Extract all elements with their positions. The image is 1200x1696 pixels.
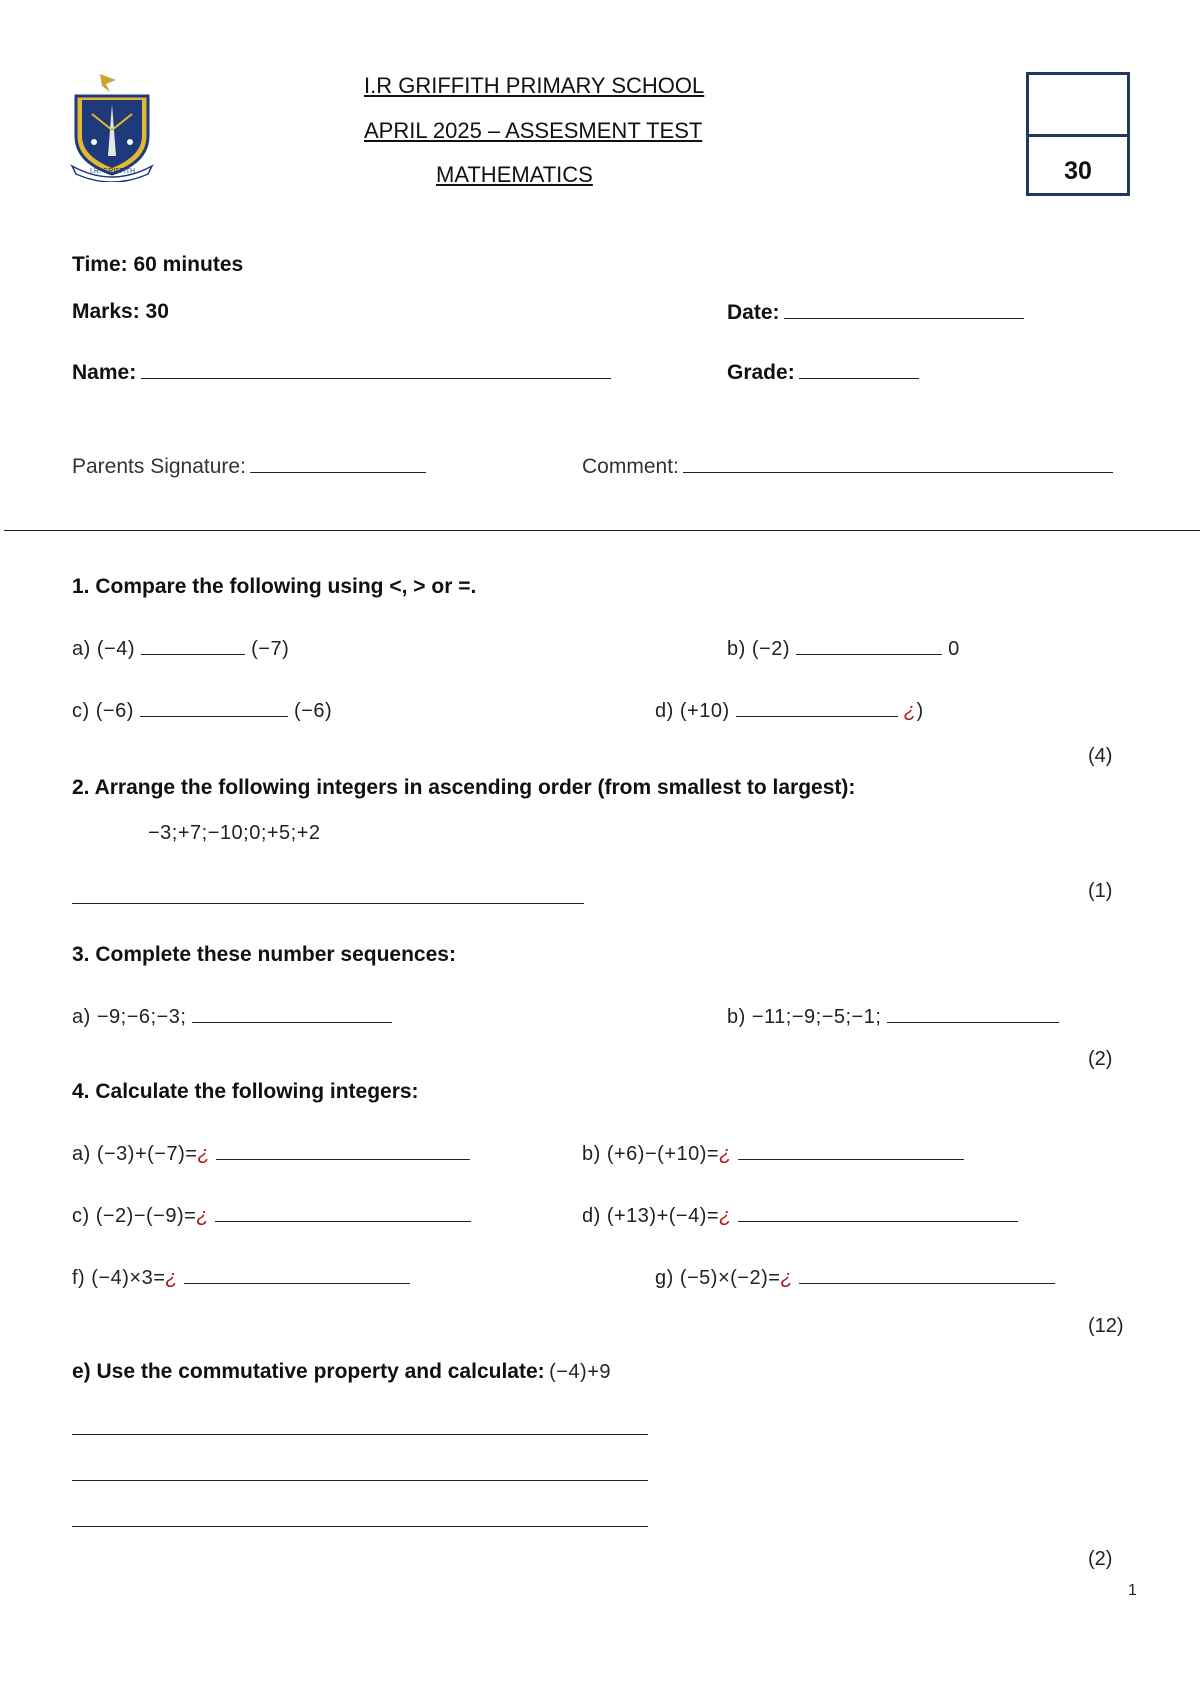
q4-heading: 4. Calculate the following integers:: [72, 1080, 419, 1103]
q1a-right: (−7): [251, 638, 290, 660]
name-field[interactable]: [72, 360, 611, 385]
date-blank[interactable]: [784, 300, 1024, 319]
q1-marks: (4): [1088, 745, 1113, 767]
q3a: [72, 1004, 392, 1029]
q4-marks: (12): [1088, 1315, 1124, 1337]
score-divider: [1029, 134, 1127, 137]
q1d-red-glyph: ¿: [903, 700, 917, 722]
q4g-expression: g) (−5)×(−2)=: [655, 1267, 781, 1289]
q4a-red-glyph: ¿: [197, 1143, 211, 1165]
section-divider: [4, 530, 1200, 531]
grade-label: Grade:: [727, 361, 795, 384]
q3b-answer-blank[interactable]: [887, 1004, 1059, 1023]
q1d-left: (+10): [679, 700, 730, 722]
test-title: APRIL 2025 – ASSESMENT TEST: [364, 118, 703, 143]
q4c-expression: c) (−2)−(−9)=: [72, 1205, 197, 1227]
time-value: : 60 minutes: [120, 253, 244, 276]
q3-marks: (2): [1088, 1048, 1113, 1070]
q4f-expression: f) (−4)×3=: [72, 1267, 166, 1289]
q4g-red-glyph: ¿: [780, 1267, 794, 1289]
parents-signature-label: Parents Signature:: [72, 455, 246, 478]
q4g: [655, 1265, 1055, 1290]
q4a-answer-blank[interactable]: [216, 1141, 470, 1160]
q1b-answer-blank[interactable]: [796, 636, 942, 655]
q2-marks: (1): [1088, 880, 1113, 902]
q1c-answer-blank[interactable]: [140, 698, 288, 717]
q1d-label: d): [655, 700, 674, 722]
q1c: [72, 698, 332, 723]
q1c-label: c): [72, 700, 90, 722]
q4c-answer-blank[interactable]: [215, 1203, 471, 1222]
q4g-answer-blank[interactable]: [799, 1265, 1055, 1284]
q3b-sequence: b) −11;−9;−5;−1;: [727, 1006, 882, 1028]
q3a-sequence: a) −9;−6;−3;: [72, 1006, 187, 1028]
school-name: I.R GRIFFITH PRIMARY SCHOOL: [364, 73, 705, 98]
q1b-label: b): [727, 638, 746, 660]
q3b: [727, 1004, 1059, 1029]
name-blank[interactable]: [141, 360, 611, 379]
qe-heading: e) Use the commutative property and calculate:: [72, 1360, 545, 1383]
grade-blank[interactable]: [799, 360, 919, 379]
marks-label: Marks: 30: [72, 300, 169, 323]
q3a-answer-blank[interactable]: [192, 1004, 392, 1023]
q4a-expression: a) (−3)+(−7)=: [72, 1143, 198, 1165]
q1a-left: (−4): [96, 638, 135, 660]
q4b: [582, 1141, 964, 1166]
time-line: [72, 253, 243, 277]
q4d-red-glyph: ¿: [719, 1205, 732, 1227]
q1d-close: ): [916, 700, 924, 722]
q1b-left: (−2): [751, 638, 790, 660]
qe-expression: (−4)+9: [549, 1361, 612, 1383]
q1-heading: 1. Compare the following using <, > or =.: [72, 575, 477, 598]
q1c-right: (−6): [293, 700, 333, 722]
comment-blank[interactable]: [683, 454, 1113, 473]
parents-signature-field[interactable]: [72, 454, 426, 479]
q4d-answer-blank[interactable]: [738, 1203, 1018, 1222]
q4b-expression: b) (+6)−(+10)=: [582, 1143, 720, 1165]
q3-heading: 3. Complete these number sequences:: [72, 943, 456, 966]
date-field[interactable]: [727, 300, 1024, 325]
q4b-red-glyph: ¿: [719, 1143, 732, 1165]
q4f: [72, 1265, 410, 1290]
qe-answer-line-1[interactable]: [72, 1434, 648, 1435]
q1d-answer-blank[interactable]: [736, 698, 898, 717]
date-label: Date:: [727, 301, 780, 324]
q2-heading: 2. Arrange the following integers in ascending order (from smallest to largest):: [72, 776, 856, 799]
qe-prompt: [72, 1360, 611, 1384]
q4a: [72, 1141, 470, 1166]
q4c-red-glyph: ¿: [196, 1205, 210, 1227]
qe-answer-line-3[interactable]: [72, 1526, 648, 1527]
q2-list: −3;+7;−10;0;+5;+2: [148, 822, 321, 844]
school-crest-logo: [70, 70, 154, 187]
name-label: Name:: [72, 361, 137, 384]
comment-field[interactable]: [582, 454, 1113, 479]
comment-label: Comment:: [582, 455, 679, 478]
logo-banner-text: I.R. GRIFFITH: [90, 168, 136, 175]
q4d-expression: d) (+13)+(−4)=: [582, 1205, 720, 1227]
time-label: Time: [72, 253, 121, 276]
q1c-left: (−6): [95, 700, 134, 722]
q1d: [655, 698, 924, 723]
q4c: [72, 1203, 471, 1228]
q1a-answer-blank[interactable]: [141, 636, 245, 655]
q2-answer-line[interactable]: [72, 903, 584, 904]
qe-marks: (2): [1088, 1548, 1113, 1570]
q1b: [727, 636, 960, 661]
q1a-label: a): [72, 638, 91, 660]
qe-answer-line-2[interactable]: [72, 1480, 648, 1481]
parents-signature-blank[interactable]: [250, 454, 426, 473]
subject-title: MATHEMATICS: [436, 162, 593, 187]
grade-field[interactable]: [727, 360, 919, 385]
q1a: [72, 636, 289, 661]
q4b-answer-blank[interactable]: [738, 1141, 964, 1160]
page-number: 1: [1128, 1582, 1137, 1599]
score-total: 30: [1064, 157, 1092, 185]
q4f-answer-blank[interactable]: [184, 1265, 410, 1284]
score-box[interactable]: [1026, 72, 1130, 196]
q4f-red-glyph: ¿: [165, 1267, 179, 1289]
q1b-right: 0: [948, 638, 960, 660]
q4d: [582, 1203, 1018, 1228]
